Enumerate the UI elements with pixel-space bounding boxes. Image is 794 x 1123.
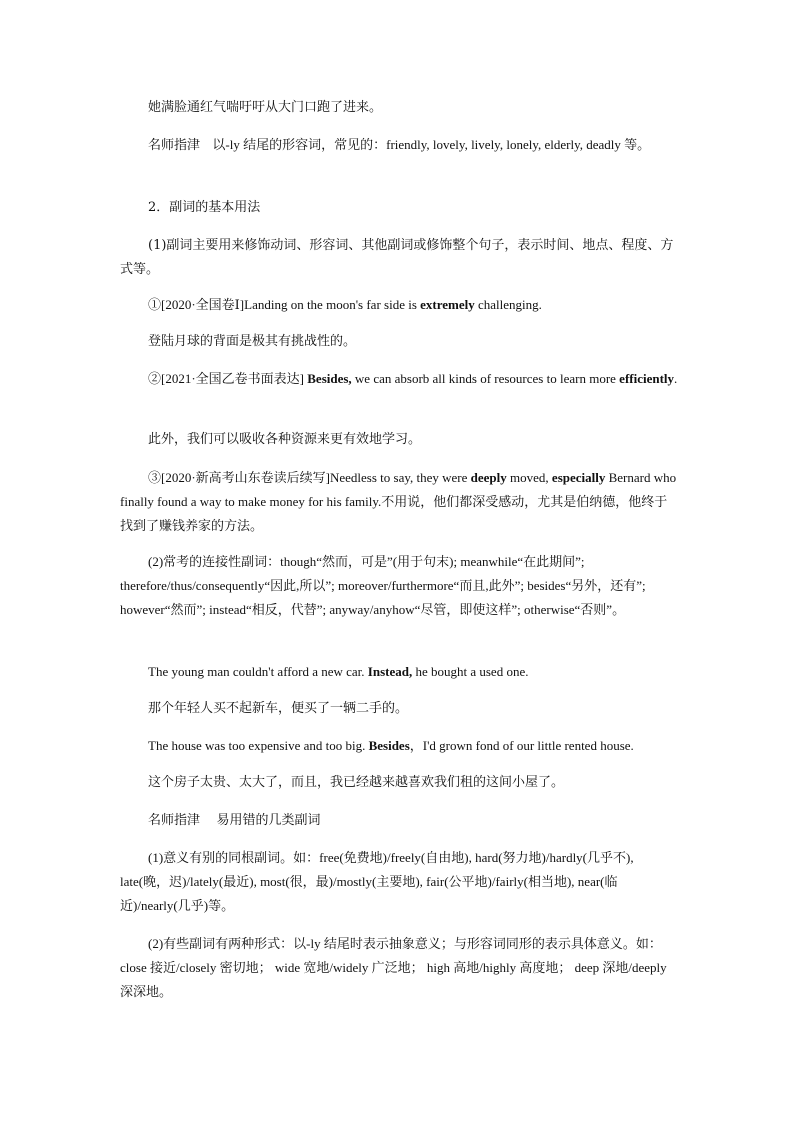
example-4-translation: 那个年轻人买不起新车，便买了一辆二手的。 (148, 701, 409, 716)
example-5-translation: 这个房子太贵、太大了，而且，我已经越来越喜欢我们租的这间小屋了。 (148, 775, 565, 790)
example-3-tail: Bernard who finally found a way to make money for his family.不用说，他们都深受感动，尤其是伯纳德，他终于找到了赚钱养家的方法。 (120, 470, 677, 533)
example-1 (120, 293, 680, 317)
example-5-tail: ，I'd grown fond of our little rented house. (409, 738, 634, 753)
tip-paragraph-1 (120, 133, 680, 158)
example-4-text: The young man couldn't afford a new car. (148, 664, 368, 679)
example-3-bold-1: deeply (470, 470, 507, 485)
example-2-tail: . (674, 371, 678, 386)
example-4-tail: he bought a used one. (412, 664, 529, 679)
example-2-mid: we can absorb all kinds of resources to learn more (351, 371, 620, 386)
paragraph-1: 她满脸通红气喘吁吁从大门口跑了进来。 (148, 100, 383, 115)
paragraph-same-root: (1)意义有别的同根副词。如：free(免费地)/freely(自由地), hard(努力地)/hardly(几乎不), late(晚，迟)/lately(最近), most(很，最)/mostly(主要地), fair(公平地)/fairly(相当地), near(临近)/nearly(几乎)等。 (120, 850, 634, 913)
paragraph-connectives: (2)常考的连接性副词：though“然而，可是”(用于句末); meanwhile“在此期间”; therefore/thus/consequently“因此,所以”; moreover/furthermore“而且,此外”; besides“另外，还有”; however“然而”; instead“相反，代替”; anyway/anyhow“尽管，即使这样”; otherwise“否则”。 (120, 554, 646, 617)
example-3-bold-2: especially (551, 470, 606, 485)
example-4-bold: Instead, (367, 664, 413, 679)
example-1-translation: 登陆月球的背面是极其有挑战性的。 (148, 334, 357, 349)
example-3-text: ③[2020·新高考山东卷读后续写]Needless to say, they were (148, 470, 471, 485)
example-2-translation: 此外，我们可以吸收各种资源来更有效地学习。 (148, 432, 422, 447)
tip-paragraph-2 (120, 809, 680, 833)
tip-text: 以-ly 结尾的形容词，常见的：friendly, lovely, lively, lonely, elderly, deadly 等。 (212, 137, 651, 152)
example-5-bold: Besides (368, 738, 410, 753)
section-heading: 2．副词的基本用法 (148, 200, 261, 215)
paragraph-two-forms: (2)有些副词有两种形式：以-ly 结尾时表示抽象意义；与形容词同形的表示具体意义。如：close 接近/closely 密切地； wide 宽地/widely 广泛地； high 高地/highly 高度地； deep 深地/deeply 深深地。 (120, 936, 667, 999)
example-3-mid: moved, (506, 470, 552, 485)
tip-text-2: 易用错的几类副词 (216, 813, 321, 828)
example-1-tail: challenging. (474, 297, 542, 312)
example-4 (120, 660, 680, 684)
example-5-text: The house was too expensive and too big. (148, 738, 369, 753)
example-3 (120, 466, 680, 538)
example-1-bold: extremely (420, 297, 475, 312)
example-2 (120, 367, 680, 391)
example-2-text: ②[2021·全国乙卷书面表达] (148, 371, 308, 386)
tip-label: 名师指津 (148, 138, 201, 153)
example-1-text: ①[2020·全国卷Ⅰ]Landing on the moon's far side is (148, 297, 421, 312)
paragraph-usage-1: (1)副词主要用来修饰动词、形容词、其他副词或修饰整个句子，表示时间、地点、程度、方式等。 (120, 238, 674, 277)
example-2-bold-2: efficiently (619, 371, 675, 386)
tip-label-2: 名师指津 (148, 813, 201, 828)
example-5 (120, 734, 680, 758)
example-2-bold-1: Besides, (307, 371, 352, 386)
